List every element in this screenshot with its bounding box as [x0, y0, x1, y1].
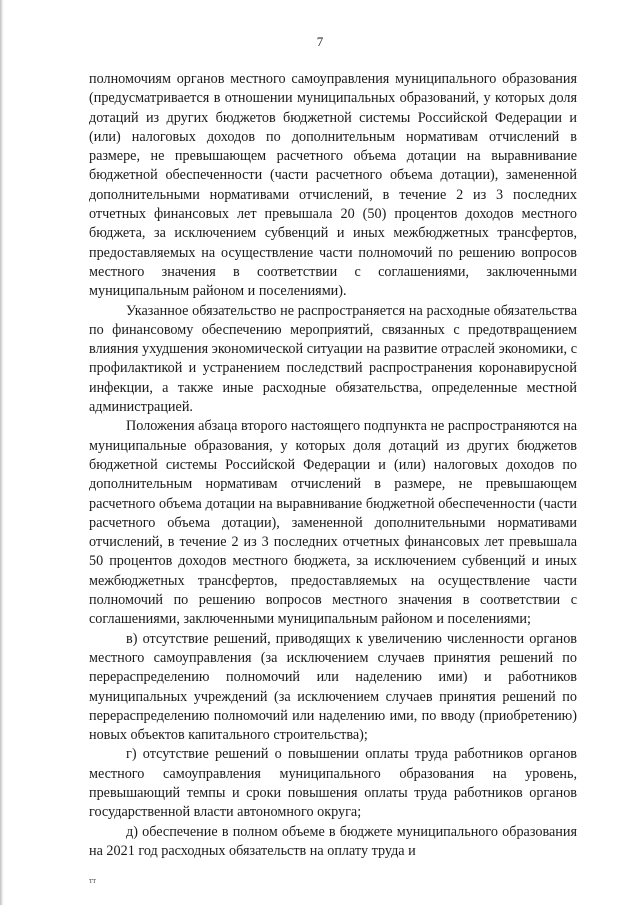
- paragraph-continuation: полномочиям органов местного самоуправления муниципального образования (предусматривается в отношении муниципальных образований, у которых доля дотаций из других бюджетов бюджетной системы Российской Федерации и (или) налоговых доходов по дополнительным нормативам отчислений в размере, не превышающем расчетного объема дотации на выравнивание бюджетной обеспеченности (части расчетного объема дотации), замененной дополнительными нормативами отчислений, в течение 2 из 3 последних отчетных финансовых лет превышала 20 (50) процентов доходов местного бюджета, за исключением субвенций и иных межбюджетных трансфертов, предоставляемых на осуществление части полномочий по решению вопросов местного значения в соответствии с соглашениями, заключенными муниципальным районом и поселениями).: [89, 71, 577, 300]
- footer-mark: тт: [89, 876, 96, 885]
- paragraph-provisions: Положения абзаца второго настоящего подпункта не распространяются на муниципальные образования, у которых доля дотаций из других бюджетов бюджетной системы Российской Федерации и (или) налоговых доходов по дополнительным нормативам отчислений в размере, не превышающем расчетного объема дотации на выравнивание бюджетной обеспеченности (части расчетного объема дотации), замененной дополнительными нормативами отчислений, в течение 2 из 3 последних отчетных финансовых лет превышала 50 процентов доходов местного бюджета, за исключением субвенций и иных межбюджетных трансфертов, предоставляемых на осуществление части полномочий по решению вопросов местного значения в соответствии с соглашениями, заключенными муниципальным районом и поселениями;: [89, 418, 577, 628]
- list-item-v: в) отсутствие решений, приводящих к увеличению численности органов местного самоуправления (за исключением случаев принятия решений по перераспределению полномочий или наделению ими) и работников муниципальных учреждений (за исключением случаев принятия решений по перераспределению полномочий или наделению ими, по вводу (приобретению) новых объектов капитального строительства);: [89, 630, 577, 744]
- list-item-d: д) обеспечение в полном объеме в бюджете муниципального образования на 2021 год расходных обязательств на оплату труда и: [89, 823, 577, 859]
- paragraph-obligation-exception: Указанное обязательство не распространяется на расходные обязательства по финансовому обеспечению мероприятий, связанных с предотвращением влияния ухудшения экономической ситуации на развитие отраслей экономики, с профилактикой и устранением последствий распространения коронавирусной инфекции, а также иные расходные обязательства, определенные местной администрацией.: [89, 302, 577, 416]
- list-item-g: г) отсутствие решений о повышении оплаты труда работников органов местного самоуправления муниципального образования на уровень, превышающий темпы и сроки повышения оплаты труда работников органов государственной власти автономного округа;: [89, 746, 577, 821]
- page-number: 7: [316, 34, 324, 49]
- document-body: [89, 70, 577, 861]
- scan-edge: [0, 0, 4, 905]
